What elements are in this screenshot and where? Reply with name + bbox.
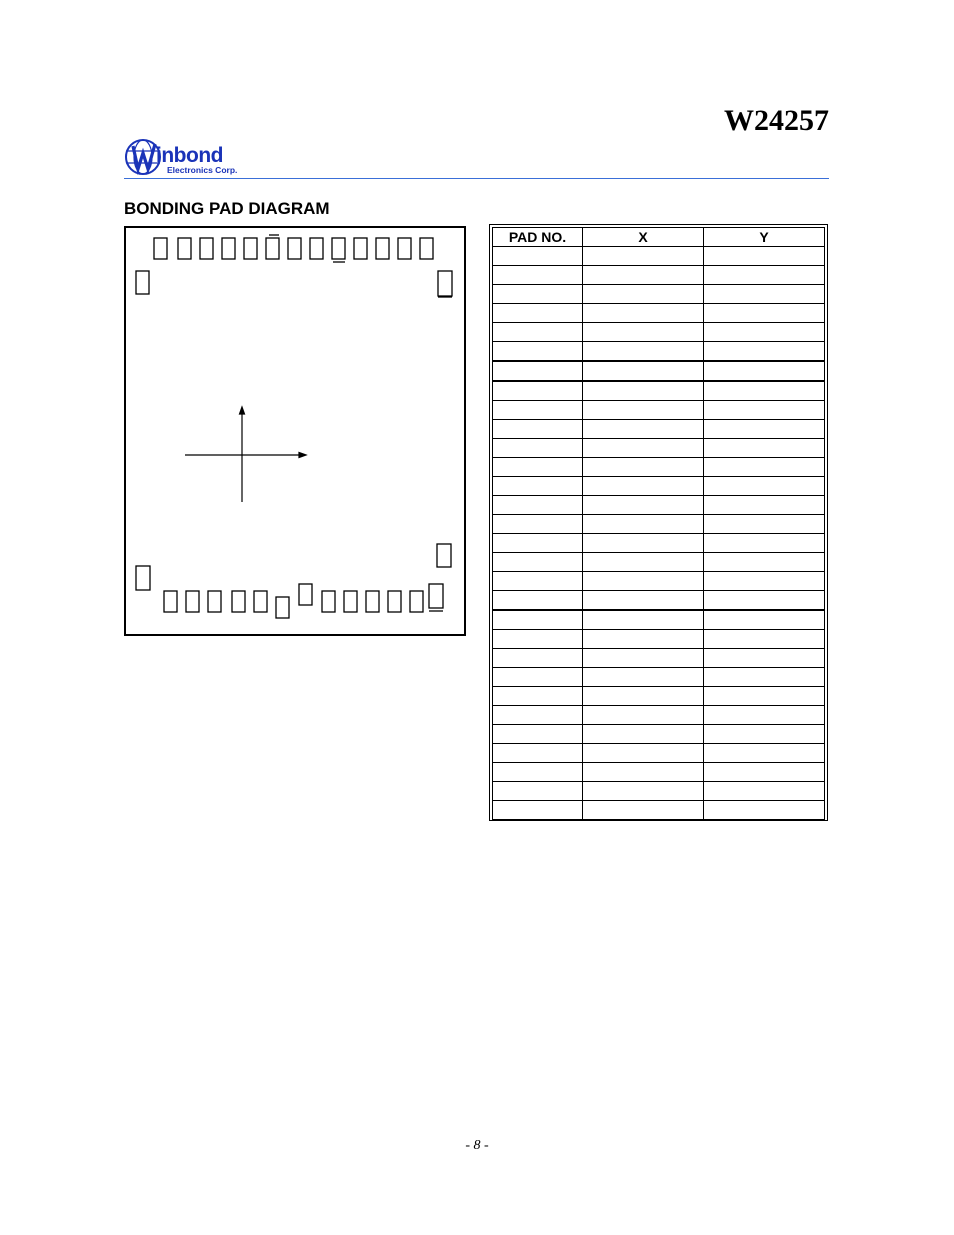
- table-row: [493, 553, 825, 572]
- table-row: [493, 610, 825, 630]
- table-row: [493, 361, 825, 381]
- table-cell: [583, 725, 704, 744]
- table-cell: [493, 744, 583, 763]
- table-row: [493, 420, 825, 439]
- table-cell: [583, 801, 704, 820]
- table-row: [493, 515, 825, 534]
- table-cell: [493, 630, 583, 649]
- table-row: [493, 630, 825, 649]
- table-row: [493, 304, 825, 323]
- bonding-pad: [437, 544, 451, 567]
- bonding-pad: [310, 238, 323, 259]
- table-cell: [493, 553, 583, 572]
- table-cell: [704, 534, 825, 553]
- table-cell: [583, 361, 704, 381]
- table-cell: [493, 515, 583, 534]
- company-logo: [125, 138, 250, 178]
- header-pad-no: PAD NO.: [493, 228, 583, 247]
- table-row: [493, 763, 825, 782]
- header-rule: [124, 178, 829, 179]
- table-row: [493, 649, 825, 668]
- table-cell: [583, 744, 704, 763]
- table-cell: [493, 361, 583, 381]
- table-cell: [704, 591, 825, 611]
- table-cell: [583, 381, 704, 401]
- bonding-pad: [164, 591, 177, 612]
- table-row: [493, 706, 825, 725]
- table-cell: [583, 782, 704, 801]
- table-cell: [493, 477, 583, 496]
- table-cell: [704, 610, 825, 630]
- table-cell: [493, 420, 583, 439]
- bonding-pad: [322, 591, 335, 612]
- table-row: [493, 439, 825, 458]
- table-cell: [704, 247, 825, 266]
- table-row: [493, 381, 825, 401]
- table-cell: [493, 247, 583, 266]
- table-row: [493, 744, 825, 763]
- table-cell: [493, 534, 583, 553]
- table-header-row: [493, 228, 825, 247]
- bonding-pad: [388, 591, 401, 612]
- section-heading: BONDING PAD DIAGRAM: [124, 199, 330, 218]
- table-cell: [583, 668, 704, 687]
- bonding-pad: [186, 591, 199, 612]
- table-cell: [704, 304, 825, 323]
- table-cell: [493, 725, 583, 744]
- table-cell: [704, 801, 825, 820]
- table-cell: [704, 361, 825, 381]
- bonding-pad: [266, 238, 279, 259]
- bonding-pad: [288, 238, 301, 259]
- table-cell: [704, 668, 825, 687]
- bonding-pad: [354, 238, 367, 259]
- table-row: [493, 401, 825, 420]
- bonding-pad: [332, 238, 345, 259]
- table-row: [493, 534, 825, 553]
- table-cell: [704, 515, 825, 534]
- bonding-pad: [438, 271, 452, 296]
- table-cell: [583, 285, 704, 304]
- table-cell: [493, 610, 583, 630]
- table-row: [493, 266, 825, 285]
- table-cell: [583, 649, 704, 668]
- page-number: - 8 -: [465, 1138, 489, 1153]
- bonding-pad: [178, 238, 191, 259]
- table-cell: [493, 285, 583, 304]
- bonding-pad: [344, 591, 357, 612]
- table-row: [493, 458, 825, 477]
- bonding-pad: [366, 591, 379, 612]
- document-title: W24257: [724, 104, 829, 137]
- table-cell: [583, 266, 704, 285]
- bonding-pad: [136, 566, 150, 590]
- table-cell: [493, 342, 583, 362]
- table-cell: [704, 687, 825, 706]
- table-cell: [704, 553, 825, 572]
- table-cell: [583, 477, 704, 496]
- bonding-pad: [232, 591, 245, 612]
- header-x: X: [583, 228, 704, 247]
- table-cell: [583, 763, 704, 782]
- table-cell: [583, 572, 704, 591]
- table-cell: [704, 285, 825, 304]
- pad-coordinates-table-frame: [489, 224, 828, 821]
- table-cell: [704, 342, 825, 362]
- origin-axes: [185, 407, 306, 502]
- table-cell: [493, 687, 583, 706]
- bonding-pad: [420, 238, 433, 259]
- table-cell: [493, 801, 583, 820]
- table-cell: [704, 458, 825, 477]
- table-row: [493, 323, 825, 342]
- table-cell: [493, 401, 583, 420]
- table-cell: [704, 496, 825, 515]
- bonding-pad: [398, 238, 411, 259]
- table-cell: [704, 649, 825, 668]
- table-cell: [583, 591, 704, 611]
- table-cell: [493, 381, 583, 401]
- table-cell: [704, 763, 825, 782]
- table-cell: [493, 706, 583, 725]
- table-row: [493, 247, 825, 266]
- table-cell: [583, 496, 704, 515]
- bonding-pad: [276, 597, 289, 618]
- table-cell: [583, 304, 704, 323]
- table-cell: [583, 553, 704, 572]
- table-row: [493, 591, 825, 611]
- table-cell: [583, 323, 704, 342]
- table-row: [493, 687, 825, 706]
- table-cell: [493, 304, 583, 323]
- table-row: [493, 668, 825, 687]
- table-cell: [704, 401, 825, 420]
- table-row: [493, 285, 825, 304]
- pad-coordinates-table: [492, 227, 825, 820]
- table-cell: [583, 420, 704, 439]
- header-y: Y: [704, 228, 825, 247]
- table-cell: [583, 439, 704, 458]
- bonding-pad-diagram: [124, 226, 466, 636]
- table-cell: [493, 323, 583, 342]
- die-outline: [125, 227, 465, 635]
- table-cell: [493, 782, 583, 801]
- table-cell: [493, 649, 583, 668]
- bonding-pad: [208, 591, 221, 612]
- table-cell: [583, 630, 704, 649]
- table-cell: [704, 706, 825, 725]
- table-cell: [583, 534, 704, 553]
- table-cell: [583, 401, 704, 420]
- table-row: [493, 572, 825, 591]
- table-cell: [583, 247, 704, 266]
- table-row: [493, 342, 825, 362]
- table-cell: [493, 458, 583, 477]
- table-cell: [704, 477, 825, 496]
- table-cell: [704, 381, 825, 401]
- table-cell: [704, 266, 825, 285]
- table-row: [493, 725, 825, 744]
- table-row: [493, 496, 825, 515]
- logo-wordmark: inbond: [156, 144, 223, 167]
- table-row: [493, 782, 825, 801]
- table-cell: [493, 763, 583, 782]
- table-cell: [493, 572, 583, 591]
- bonding-pad: [299, 584, 312, 605]
- bonding-pad: [136, 271, 149, 294]
- table-cell: [493, 266, 583, 285]
- bonding-pad: [410, 591, 423, 612]
- table-cell: [704, 420, 825, 439]
- table-cell: [704, 744, 825, 763]
- table-cell: [704, 725, 825, 744]
- bonding-pad: [254, 591, 267, 612]
- table-cell: [704, 630, 825, 649]
- table-cell: [583, 458, 704, 477]
- table-cell: [704, 323, 825, 342]
- table-cell: [583, 687, 704, 706]
- table-cell: [493, 496, 583, 515]
- table-cell: [493, 591, 583, 611]
- bonding-pad: [200, 238, 213, 259]
- table-cell: [704, 572, 825, 591]
- table-row: [493, 477, 825, 496]
- bonding-pad: [154, 238, 167, 259]
- table-cell: [704, 439, 825, 458]
- table-cell: [583, 610, 704, 630]
- logo-subtitle: Electronics Corp.: [167, 165, 238, 175]
- bonding-pad: [244, 238, 257, 259]
- table-cell: [704, 782, 825, 801]
- bonding-pad: [376, 238, 389, 259]
- table-cell: [583, 706, 704, 725]
- bonding-pad: [222, 238, 235, 259]
- table-cell: [493, 668, 583, 687]
- table-cell: [493, 439, 583, 458]
- table-cell: [583, 515, 704, 534]
- table-row: [493, 801, 825, 820]
- table-cell: [583, 342, 704, 362]
- bonding-pad: [429, 584, 443, 608]
